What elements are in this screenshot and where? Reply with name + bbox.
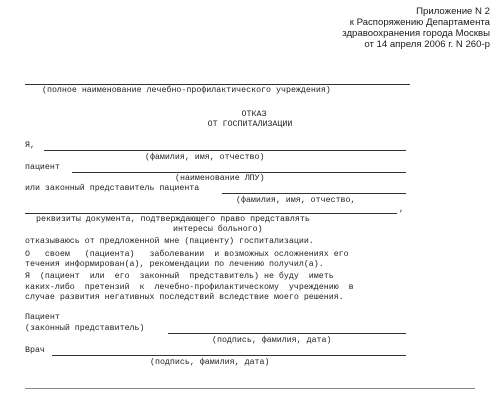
label-representative: или законный представитель пациента xyxy=(25,184,200,193)
label-doctor: Врач xyxy=(25,346,45,355)
fio-caption: (фамилия, имя, отчество) xyxy=(145,153,265,162)
department-name: здравоохранения города Москвы xyxy=(342,28,490,39)
label-patient: пациент xyxy=(25,163,60,172)
label-patient-signature: Пациент xyxy=(25,313,60,322)
fio-line xyxy=(44,150,406,151)
patient-signature-caption: (подпись, фамилия, дата) xyxy=(212,336,332,345)
order-date: от 14 апреля 2006 г. N 260-р xyxy=(364,39,490,50)
bottom-rule xyxy=(25,388,475,389)
claims-line-1: Я (пациент или его законный представитель) не буду иметь xyxy=(25,272,334,281)
requisites-caption-1: реквизиты документа, подтверждающего право представлять xyxy=(36,215,310,224)
claims-line-3: случае развития негативных последствий вследствие моего решения. xyxy=(25,293,344,302)
document-subtitle: ОТ ГОСПИТАЛИЗАЦИИ xyxy=(207,120,293,129)
lpu-caption: (наименование ЛПУ) xyxy=(175,174,265,183)
requisites-caption-2: интересы больного) xyxy=(173,225,263,234)
doctor-signature-line xyxy=(52,355,406,356)
representative-line xyxy=(222,193,406,194)
order-reference: к Распоряжению Департамента xyxy=(349,17,490,28)
informed-line-2: течения информирован(а), рекомендации по лечению получил(а). xyxy=(25,260,324,269)
institution-caption: (полное наименование лечебно-профилактического учреждения) xyxy=(42,86,331,95)
label-ya: Я, xyxy=(25,141,35,150)
informed-line-1: О своем (пациента) заболевании и возможных осложнениях его xyxy=(25,250,349,259)
representative-fio-caption: (фамилия, имя, отчество, xyxy=(236,196,356,205)
comma: , xyxy=(399,205,404,214)
patient-signature-line xyxy=(168,333,406,334)
appendix-number: Приложение N 2 xyxy=(416,6,490,17)
refusal-statement: отказываюсь от предложенной мне (пациенту) госпитализации. xyxy=(25,237,314,246)
claims-line-2: каких-либо претензий к лечебно-профилактическому учреждению в xyxy=(25,283,354,292)
label-legal-representative: (законный представитель) xyxy=(25,324,145,333)
document-title: ОТКАЗ xyxy=(241,110,267,119)
doctor-signature-caption: (подпись, фамилия, дата) xyxy=(150,358,270,367)
requisites-line xyxy=(25,213,397,214)
lpu-line xyxy=(72,172,406,173)
institution-name-line xyxy=(25,84,410,85)
